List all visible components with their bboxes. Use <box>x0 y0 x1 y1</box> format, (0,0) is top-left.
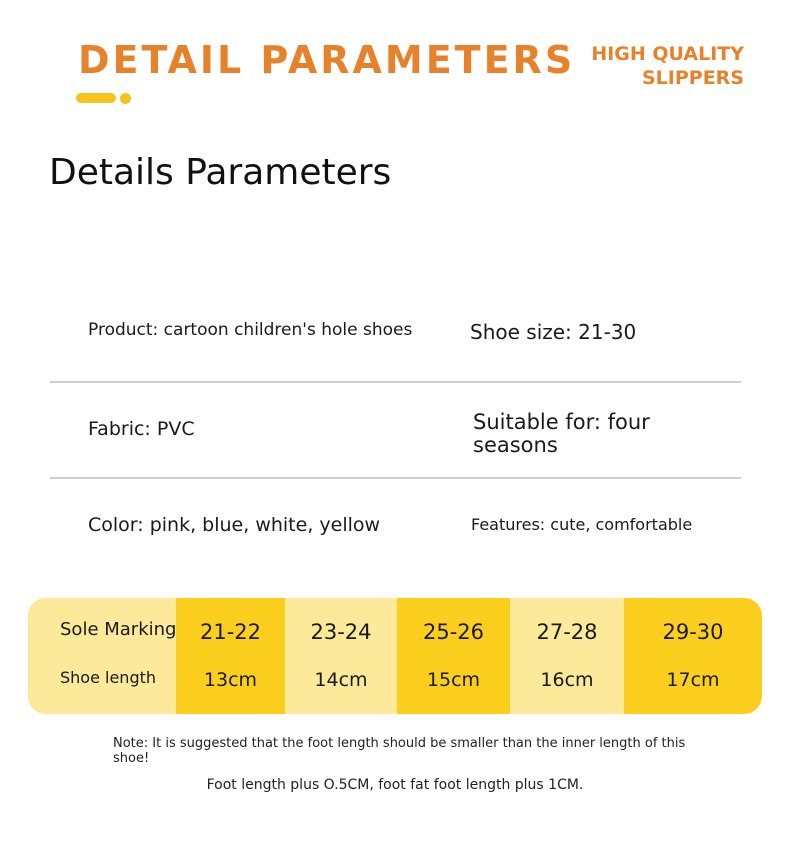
sole-marking-cell: 29-30 <box>662 620 724 644</box>
size-column <box>285 598 397 714</box>
size-table <box>28 598 762 714</box>
size-column <box>510 598 624 714</box>
size-column <box>176 598 285 714</box>
sole-marking-cell: 21-22 <box>199 620 262 644</box>
shoe-length-cell: 17cm <box>666 669 720 691</box>
shoe-length-cell: 15cm <box>426 669 481 691</box>
shoe-length-cell: 16cm <box>540 669 594 691</box>
sole-marking-cell: 25-26 <box>422 620 485 644</box>
row-label-sole-marking: Sole Marking <box>60 619 177 640</box>
spec-suitable-line-2: seasons <box>473 433 558 457</box>
badge-line-1: HIGH QUALITY <box>591 43 744 65</box>
accent-bar <box>76 93 116 103</box>
sizing-note: Note: It is suggested that the foot length should be smaller than the inner length of this shoe! <box>113 736 686 766</box>
size-column <box>397 598 510 714</box>
size-table-label-column <box>28 598 176 714</box>
section-title: Details Parameters <box>49 152 392 193</box>
spec-color: Color: pink, blue, white, yellow <box>88 514 381 536</box>
size-column <box>624 598 762 714</box>
banner-title: DETAIL PARAMETERS <box>78 38 576 82</box>
row-label-shoe-length: Shoe length <box>60 668 157 687</box>
spec-suitable-line-1: Suitable for: four <box>473 410 650 434</box>
badge-line-2: SLIPPERS <box>641 67 744 89</box>
accent-dot <box>120 93 131 104</box>
spec-suitable <box>473 411 650 457</box>
spec-features: Features: cute, comfortable <box>471 515 693 534</box>
divider <box>50 477 741 479</box>
shoe-length-cell: 14cm <box>314 669 368 691</box>
quality-badge <box>591 42 744 90</box>
divider <box>50 381 741 383</box>
shoe-length-cell: 13cm <box>203 669 258 691</box>
sole-marking-cell: 23-24 <box>310 620 372 644</box>
spec-fabric: Fabric: PVC <box>88 418 195 440</box>
sole-marking-cell: 27-28 <box>536 620 598 644</box>
spec-shoe-size: Shoe size: 21-30 <box>470 320 637 344</box>
sizing-tip: Foot length plus O.5CM, foot fat foot length plus 1CM. <box>206 777 584 793</box>
spec-product: Product: cartoon children's hole shoes <box>88 320 413 340</box>
